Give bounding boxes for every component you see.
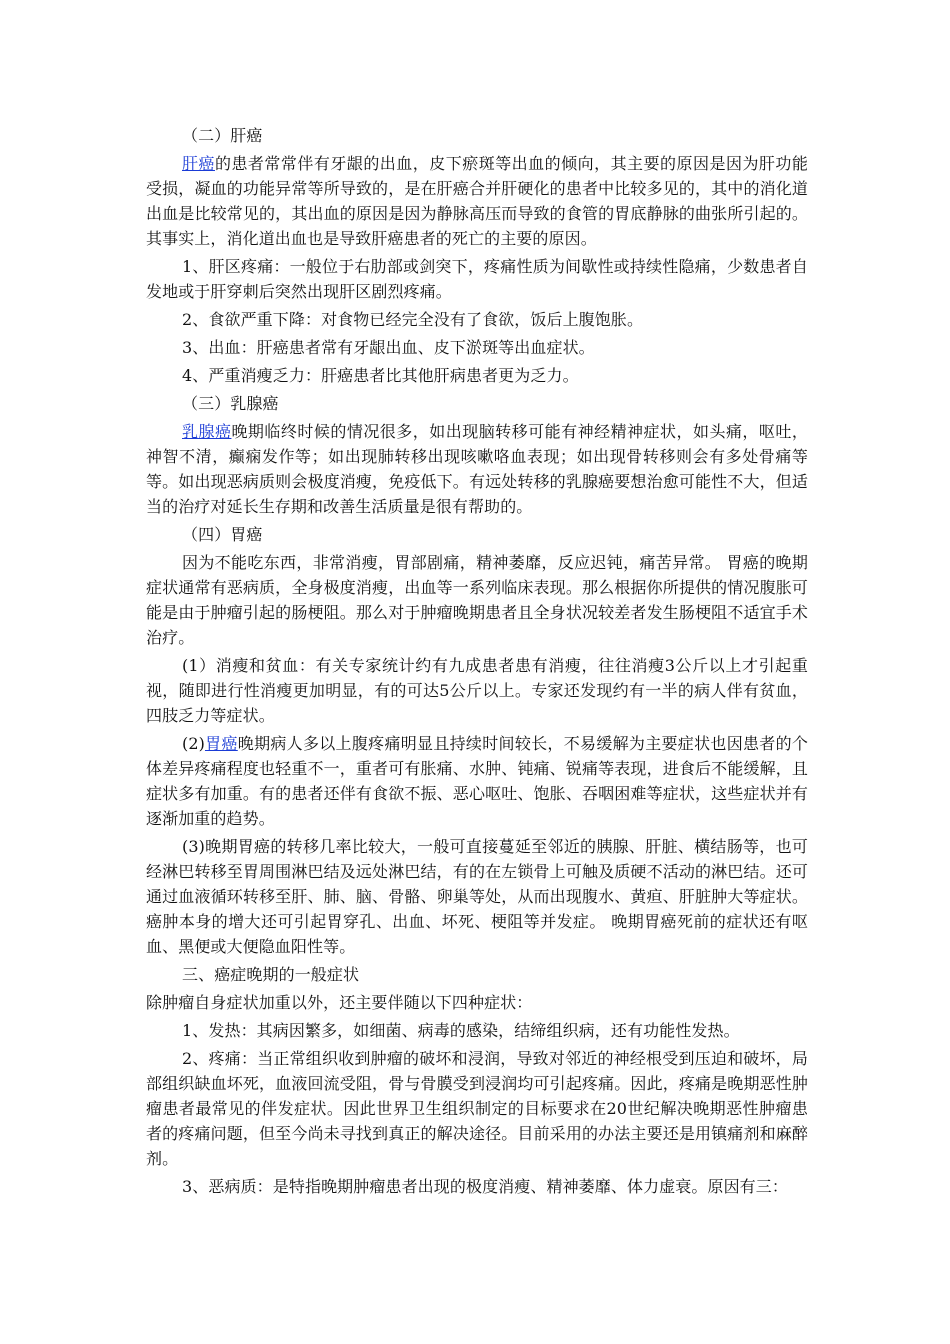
section-heading-breast-cancer: （三）乳腺癌 <box>182 394 279 413</box>
section-heading-general-symptoms: 三、癌症晚期的一般症状 <box>182 965 360 984</box>
section-heading-liver-cancer: （二）肝癌 <box>182 126 263 145</box>
paragraph-breast-intro <box>146 419 808 519</box>
document-body <box>146 120 808 1199</box>
link-liver-cancer[interactable]: 肝癌 <box>182 154 215 173</box>
paragraph-stomach-item-2 <box>146 731 808 831</box>
link-breast-cancer[interactable]: 乳腺癌 <box>182 422 232 441</box>
list-item: 2、食欲严重下降：对食物已经完全没有了食欲，饭后上腹饱胀。 <box>182 310 644 329</box>
link-stomach-cancer[interactable]: 胃癌 <box>204 734 238 753</box>
paragraph-liver-intro-text: 的患者常常伴有牙龈的出血，皮下瘀斑等出血的倾向，其主要的原因是因为肝功能受损，凝血的功能异常等所导致的，是在肝癌合并肝硬化的患者中比较多见的，其中的消化道出血是比较常见的，其出血的原因是因为静脉高压而导致的食管的胃底静脉的曲张所引起的。其事实上，消化道出血也是导致肝癌患者的死亡的主要的原因。 <box>146 154 808 248</box>
list-item: 4、严重消瘦乏力：肝癌患者比其他肝病患者更为乏力。 <box>182 366 579 385</box>
paragraph-general-lead: 除肿瘤自身症状加重以外，还主要伴随以下四种症状： <box>146 993 533 1012</box>
paragraph-fever: 1、发热：其病因繁多，如细菌、病毒的感染，结缔组织病，还有功能性发热。 <box>182 1021 740 1040</box>
paragraph-stomach-intro: 因为不能吃东西，非常消瘦，胃部剧痛，精神萎靡，反应迟钝，痛苦异常。 胃癌的晚期症状通常有恶病质，全身极度消瘦，出血等一系列临床表现。那么根据你所提供的情况腹胀可能是由于肿瘤引起的肠梗阻。那么对于肿瘤晚期患者且全身状况较差者发生肠梗阻不适宜手术治疗。 <box>146 553 808 647</box>
paragraph-breast-intro-text: 晚期临终时候的情况很多，如出现脑转移可能有神经精神症状，如头痛，呕吐，神智不清，癫痫发作等；如出现肺转移出现咳嗽咯血表现；如出现骨转移则会有多处骨痛等等。如出现恶病质则会极度消瘦，免疫低下。有远处转移的乳腺癌要想治愈可能性不大，但适当的治疗对延长生存期和改善生活质量是很有帮助的。 <box>146 422 808 516</box>
section-heading-stomach-cancer: （四）胃癌 <box>182 525 263 544</box>
list-item: 3、出血：肝癌患者常有牙龈出血、皮下淤斑等出血症状。 <box>182 338 595 357</box>
item-number: (2) <box>182 734 205 753</box>
paragraph-pain: 2、疼痛：当正常组织收到肿瘤的破坏和浸润，导致对邻近的神经根受到压迫和破坏，局部组织缺血坏死，血液回流受阻，骨与骨膜受到浸润均可引起疼痛。因此，疼痛是晚期恶性肿瘤患者最常见的伴发症状。因此世界卫生组织制定的目标要求在20世纪解决晚期恶性肿瘤患者的疼痛问题，但至今尚未寻找到真正的解决途径。目前采用的办法主要还是用镇痛剂和麻醉剂。 <box>146 1049 808 1168</box>
paragraph-liver-intro <box>146 151 808 251</box>
paragraph-cachexia: 3、恶病质：是特指晚期肿瘤患者出现的极度消瘦、精神萎靡、体力虚衰。原因有三： <box>182 1177 788 1196</box>
paragraph-stomach-item-3: (3)晚期胃癌的转移几率比较大，一般可直接蔓延至邻近的胰腺、肝脏、横结肠等，也可经淋巴转移至胃周围淋巴结及远处淋巴结，有的在左锁骨上可触及质硬不活动的淋巴结。还可通过血液循环转移至肝、肺、脑、骨骼、卵巢等处，从而出现腹水、黄疸、肝脏肿大等症状。癌肿本身的增大还可引起胃穿孔、出血、坏死、梗阻等并发症。 晚期胃癌死前的症状还有呕血、黑便或大便隐血阳性等。 <box>146 837 808 956</box>
paragraph-stomach-item-1: (1）消瘦和贫血：有关专家统计约有九成患者患有消瘦，往往消瘦3公斤以上才引起重视，随即进行性消瘦更加明显，有的可达5公斤以上。专家还发现约有一半的病人伴有贫血，四肢乏力等症状。 <box>146 656 808 725</box>
paragraph-stomach-item-2-text: 晚期病人多以上腹疼痛明显且持续时间较长，不易缓解为主要症状也因患者的个体差异疼痛程度也轻重不一，重者可有胀痛、水肿、钝痛、锐痛等表现，进食后不能缓解，且症状多有加重。有的患者还伴有食欲不振、恶心呕吐、饱胀、吞咽困难等症状，这些症状并有逐渐加重的趋势。 <box>146 734 808 828</box>
list-item: 1、肝区疼痛：一般位于右肋部或剑突下，疼痛性质为间歇性或持续性隐痛，少数患者自发地或于肝穿刺后突然出现肝区剧烈疼痛。 <box>146 257 808 301</box>
